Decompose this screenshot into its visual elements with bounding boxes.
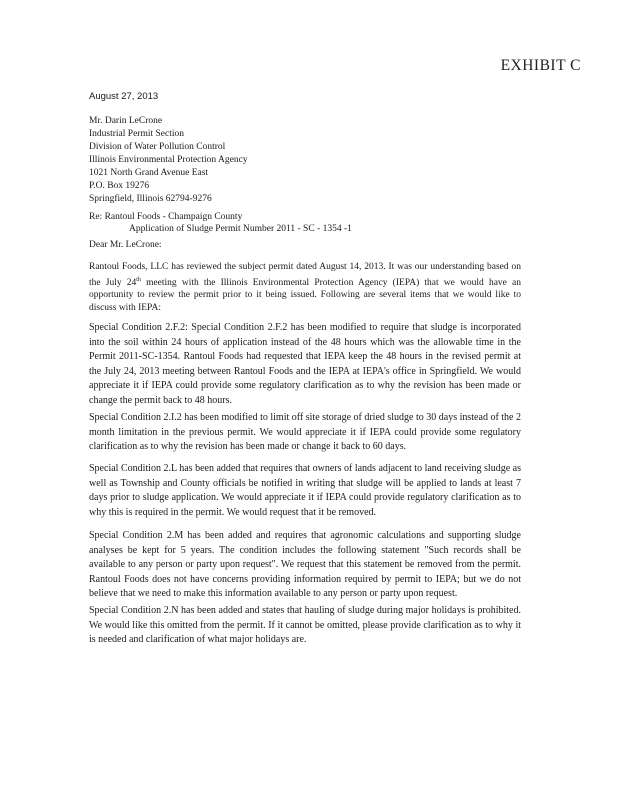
address-line: Springfield, Illinois 62794-9276: [89, 194, 212, 204]
condition-2n-paragraph: Special Condition 2.N has been added and states that hauling of sludge during major holidays is prohibited. We would like this omitted from the permit. If it cannot be omitted, please provide clarification as to why it is needed and clarification of what major holidays are.: [89, 605, 521, 645]
exhibit-label: EXHIBIT C: [500, 57, 581, 74]
letter-date: August 27, 2013: [89, 91, 159, 102]
address-line: Division of Water Pollution Control: [89, 142, 226, 152]
condition-2m-paragraph: Special Condition 2.M has been added and requires that agronomic calculations and supporting sludge analyses be kept for 5 years. The condition includes the following statement "Such records shall be available to any person or party upon request". We request that this statement be removed from the permit. Rantoul Foods does not have concerns providing information required by permit to IEPA; but we do not believe that we need to make this information available to any person or party upon request.: [89, 530, 521, 599]
address-line: P.O. Box 19276: [89, 181, 150, 191]
subject-line: [89, 211, 352, 235]
salutation: Dear Mr. LeCrone:: [89, 240, 162, 250]
subject-line-1: Re: Rantoul Foods - Champaign County: [89, 212, 243, 222]
address-line: Illinois Environmental Protection Agency: [89, 155, 248, 165]
intro-text-end: meeting with the Illinois Environmental Protection Agency (IEPA) that we would have an opportunity to review the permit prior to it being issued. Following are several items that we would like to discuss with IEPA:: [89, 277, 521, 313]
condition-2i2-paragraph: Special Condition 2.I.2 has been modified to limit off site storage of dried sludge to 30 days instead of the 2 month limitation in the previous permit. We would appreciate it if IEPA could provide some regulatory clarification as to why the revision has been made or change it back to 60 days.: [89, 412, 521, 452]
condition-2l-paragraph: Special Condition 2.L has been added that requires that owners of lands adjacent to land receiving sludge as well as Township and County officials be notified in writing that sludge will be applied to lands at least 7 days prior to sludge application. We would appreciate it if IEPA could provide regulatory clarification as to why this is required in the permit. We would request that it be removed.: [89, 463, 521, 518]
condition-2f2-paragraph: Special Condition 2.F.2: Special Condition 2.F.2 has been modified to require that sludge is incorporated into the soil within 24 hours of application instead of the 48 hours which was the allowable time in the Permit 2011-SC-1354. Rantoul Foods had requested that IEPA keep the 48 hours in the revised permit at the July 24, 2013 meeting between Rantoul Foods and the IEPA at IEPA's office in Springfield. We would appreciate it if IEPA could provide some regulatory clarification as to why the revision has been made or change the permit back to 48 hours.: [89, 322, 521, 406]
intro-paragraph: [89, 261, 521, 314]
address-line: 1021 North Grand Avenue East: [89, 168, 209, 178]
intro-text-start: Rantoul Foods, LLC has reviewed the subject permit dated August 14, 2013. It was our understanding based on the July 24: [89, 262, 521, 288]
address-line: Industrial Permit Section: [89, 129, 184, 139]
subject-line-2: Application of Sludge Permit Number 2011 - SC - 1354 -1: [129, 224, 352, 234]
ordinal-suffix: th: [136, 276, 141, 283]
recipient-address: [89, 115, 248, 206]
address-line: Mr. Darin LeCrone: [89, 116, 163, 126]
